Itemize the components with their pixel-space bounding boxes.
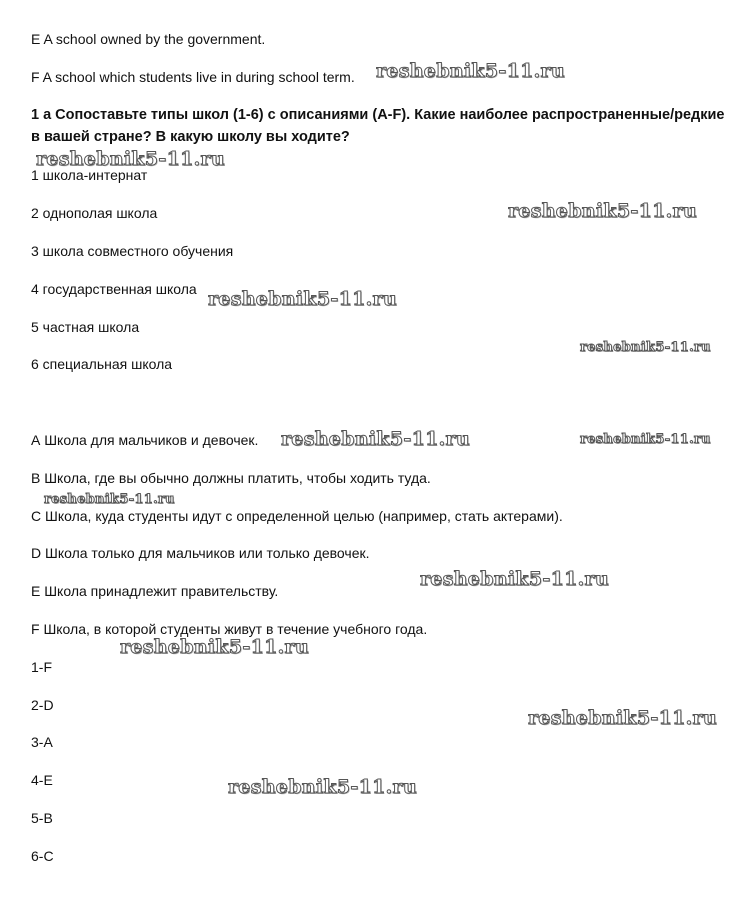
watermark: reshebnik5-11.ru	[580, 432, 711, 447]
watermark: reshebnik5-11.ru	[208, 288, 397, 310]
watermark: reshebnik5-11.ru	[228, 776, 417, 798]
watermark: reshebnik5-11.ru	[44, 492, 175, 507]
english-item-e: E A school owned by the government.	[31, 31, 266, 47]
watermark: reshebnik5-11.ru	[376, 60, 565, 82]
school-type-item: 4 государственная школа	[31, 281, 197, 297]
description-item: С Школа, куда студенты идут с определенной целью (например, стать актерами).	[31, 508, 563, 524]
watermark: reshebnik5-11.ru	[420, 568, 609, 590]
answer-item: 2-D	[31, 697, 54, 713]
answer-item: 5-B	[31, 810, 53, 826]
answer-item: 6-C	[31, 848, 54, 864]
description-item: В Школа, где вы обычно должны платить, чтобы ходить туда.	[31, 470, 431, 486]
description-item: Е Школа принадлежит правительству.	[31, 583, 279, 599]
answer-item: 4-E	[31, 772, 53, 788]
english-item-f: F A school which students live in during school term.	[31, 69, 355, 85]
watermark: reshebnik5-11.ru	[580, 340, 711, 355]
watermark: reshebnik5-11.ru	[508, 200, 697, 222]
watermark: reshebnik5-11.ru	[120, 636, 309, 658]
answer-item: 3-A	[31, 734, 53, 750]
school-type-item: 6 специальная школа	[31, 356, 173, 372]
watermark: reshebnik5-11.ru	[36, 148, 225, 170]
school-type-item: 2 однополая школа	[31, 205, 158, 221]
description-item: А Школа для мальчиков и девочек.	[31, 432, 259, 448]
school-type-item: 3 школа совместного обучения	[31, 243, 234, 259]
watermark: reshebnik5-11.ru	[281, 428, 470, 450]
description-item: F Школа, в которой студенты живут в течение учебного года.	[31, 621, 428, 637]
answer-item: 1-F	[31, 659, 52, 675]
task-heading: 1 а Сопоставьте типы школ (1-6) с описаниями (A-F). Какие наиболее распространенные/редкие в вашей стране? В какую школу вы ходите?	[31, 107, 725, 145]
watermark: reshebnik5-11.ru	[528, 707, 717, 729]
school-type-item: 1 школа-интернат	[31, 167, 148, 183]
description-item: D Школа только для мальчиков или только девочек.	[31, 545, 370, 561]
school-type-item: 5 частная школа	[31, 319, 140, 335]
